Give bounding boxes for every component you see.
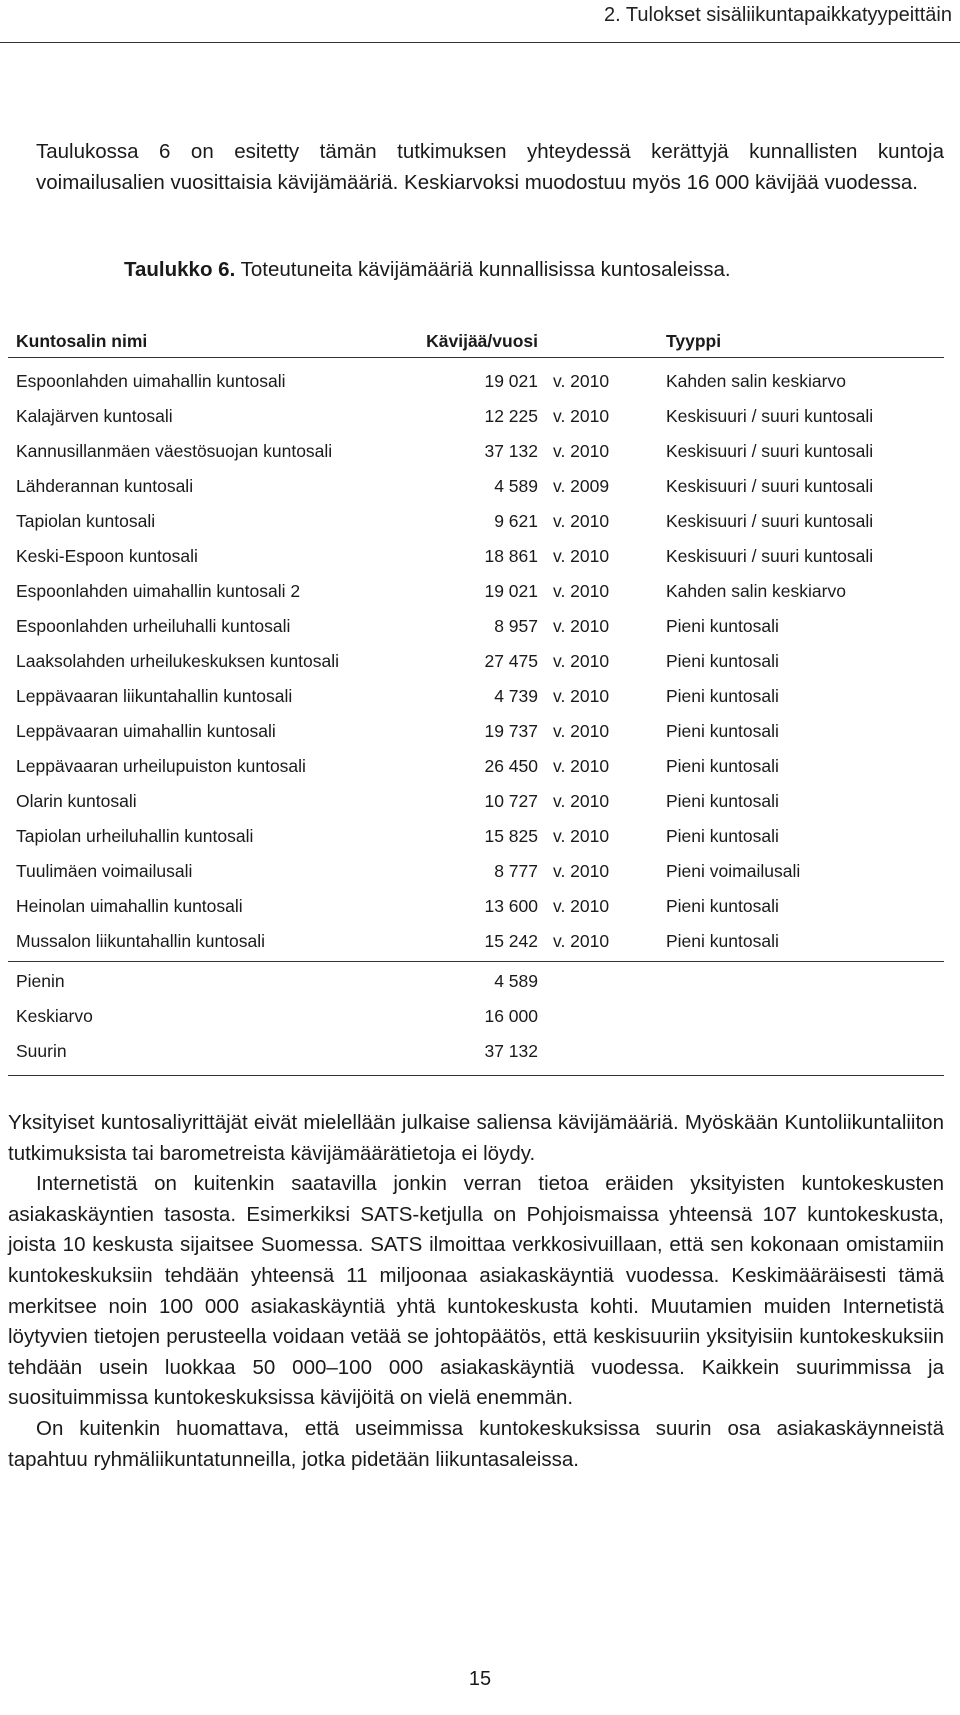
cell-type: Keskisuuri / suuri kuntosali xyxy=(666,511,874,531)
cell-name: Heinolan uimahallin kuntosali xyxy=(16,896,243,916)
cell-name: Olarin kuntosali xyxy=(16,791,137,811)
intro-paragraph xyxy=(8,136,944,198)
table-caption-label: Taulukko 6. xyxy=(124,258,236,281)
body-text xyxy=(8,1108,944,1475)
header-divider xyxy=(0,42,960,43)
cell-visitors: 15 825 xyxy=(484,826,538,846)
stats-row xyxy=(8,964,944,999)
table-caption xyxy=(124,258,731,282)
table-row xyxy=(8,469,944,504)
cell-type: Keskisuuri / suuri kuntosali xyxy=(666,406,874,426)
cell-name: Tapiolan kuntosali xyxy=(16,511,156,531)
cell-year: v. 2010 xyxy=(553,826,610,846)
cell-type: Keskisuuri / suuri kuntosali xyxy=(666,476,874,496)
table-row xyxy=(8,609,944,644)
page-number: 15 xyxy=(468,1668,492,1690)
table-row xyxy=(8,504,944,539)
cell-name: Keski-Espoon kuntosali xyxy=(16,546,198,566)
stats-row xyxy=(8,1034,944,1069)
table-row xyxy=(8,679,944,714)
cell-year: v. 2010 xyxy=(553,686,610,706)
table-row xyxy=(8,399,944,434)
cell-visitors: 9 621 xyxy=(494,511,538,531)
cell-name: Tapiolan urheiluhallin kuntosali xyxy=(16,826,254,846)
visitor-table xyxy=(8,325,944,1076)
body-paragraph-1: Yksityiset kuntosaliyrittäjät eivät mielellään julkaise saliensa kävijämääriä. Myöskään Kuntoliikuntaliiton tutkimuksista tai barometreista kävijämäärätietoja ei löydy. xyxy=(8,1111,944,1165)
cell-year: v. 2010 xyxy=(553,406,610,426)
cell-visitors: 19 021 xyxy=(484,371,538,391)
body-paragraph-3: On kuitenkin huomattava, että useimmissa kuntokeskuksissa suurin osa asiakaskäynneistä tapahtuu ryhmäliikuntatunneilla, jotka pidetään liikuntasaleissa. xyxy=(8,1416,944,1471)
cell-name: Espoonlahden uimahallin kuntosali 2 xyxy=(16,581,301,601)
table-body xyxy=(8,364,944,959)
cell-year: v. 2010 xyxy=(553,441,610,461)
intro-text: Taulukossa 6 on esitetty tämän tutkimuksen yhteydessä kerättyjä kunnallisten kuntoja voimailusalien vuosittaisia kävijämääriä. Keskiarvoksi muodostuu myös 16 000 kävijää vuodessa. xyxy=(36,140,944,194)
table-row xyxy=(8,714,944,749)
cell-type: Pieni kuntosali xyxy=(666,686,779,706)
cell-type: Pieni kuntosali xyxy=(666,826,779,846)
cell-visitors: 8 957 xyxy=(494,616,538,636)
cell-year: v. 2010 xyxy=(553,721,610,741)
cell-name: Tuulimäen voimailusali xyxy=(16,861,193,881)
cell-type: Kahden salin keskiarvo xyxy=(666,581,846,601)
cell-year: v. 2010 xyxy=(553,791,610,811)
table-row xyxy=(8,784,944,819)
cell-visitors: 13 600 xyxy=(484,896,538,916)
cell-type: Kahden salin keskiarvo xyxy=(666,371,846,391)
header-visitors: Kävijää/vuosi xyxy=(426,331,538,351)
cell-name: Leppävaaran uimahallin kuntosali xyxy=(16,721,276,741)
cell-type: Pieni kuntosali xyxy=(666,721,779,741)
header-type: Tyyppi xyxy=(666,331,722,351)
cell-name: Lähderannan kuntosali xyxy=(16,476,194,496)
cell-year: v. 2010 xyxy=(553,546,610,566)
running-header: 2. Tulokset sisäliikuntapaikkatyypeittäin xyxy=(604,4,952,26)
cell-name: Mussalon liikuntahallin kuntosali xyxy=(16,931,266,951)
table-row xyxy=(8,749,944,784)
cell-visitors: 12 225 xyxy=(484,406,538,426)
stats-row xyxy=(8,999,944,1034)
cell-visitors: 4 739 xyxy=(494,686,538,706)
cell-year: v. 2010 xyxy=(553,616,610,636)
table-row xyxy=(8,574,944,609)
cell-year: v. 2010 xyxy=(553,756,610,776)
cell-visitors: 19 021 xyxy=(484,581,538,601)
cell-year: v. 2010 xyxy=(553,896,610,916)
cell-type: Pieni kuntosali xyxy=(666,616,779,636)
body-paragraph-2: Internetistä on kuitenkin saatavilla jonkin verran tietoa eräiden yksityisten kuntokeskusten asiakaskäyntien tasosta. Esimerkiksi SATS-ketjulla on Pohjoismaissa yhteensä 107 kuntokeskusta, joista 10 keskusta sijaitsee Suomessa. SATS ilmoittaa verkkosivuillaan, että sen kokonaan omistamiin kuntokeskuksiin tehdään yhteensä 11 miljoonaa asiakaskäyntiä vuodessa. Keskimääräisesti tämä merkitsee noin 100 000 asiakaskäyntiä yhtä kuntokeskusta kohti. Muutamien muiden Internetistä löytyvien tietojen perusteella voidaan vetää se johtopäätös, että keskisuuriin yksityisiin kuntokeskuksiin tehdään usein luokkaa 50 000–100 000 asiakaskäyntiä vuodessa. Kaikkein suurimmissa ja suosituimmissa kuntokeskuksissa kävijöitä on vielä enemmän. xyxy=(8,1172,944,1410)
cell-year: v. 2010 xyxy=(553,371,610,391)
table-row xyxy=(8,854,944,889)
cell-type: Pieni kuntosali xyxy=(666,756,779,776)
table-row xyxy=(8,434,944,469)
cell-visitors: 37 132 xyxy=(484,441,538,461)
cell-type: Keskisuuri / suuri kuntosali xyxy=(666,546,874,566)
cell-name: Laaksolahden urheilukeskuksen kuntosali xyxy=(16,651,339,671)
cell-type: Keskisuuri / suuri kuntosali xyxy=(666,441,874,461)
table-caption-text: Toteutuneita kävijämääriä kunnallisissa kuntosaleissa. xyxy=(240,258,731,281)
table-stats xyxy=(8,961,944,1076)
header-name: Kuntosalin nimi xyxy=(16,331,148,351)
table-header-row xyxy=(8,325,944,358)
cell-visitors: 10 727 xyxy=(484,791,538,811)
cell-type: Pieni voimailusali xyxy=(666,861,801,881)
cell-year: v. 2009 xyxy=(553,476,610,496)
cell-type: Pieni kuntosali xyxy=(666,931,779,951)
cell-year: v. 2010 xyxy=(553,651,610,671)
table-row xyxy=(8,539,944,574)
table-row xyxy=(8,644,944,679)
cell-name: Leppävaaran urheilupuiston kuntosali xyxy=(16,756,306,776)
cell-year: v. 2010 xyxy=(553,861,610,881)
cell-visitors: 8 777 xyxy=(494,861,538,881)
cell-type: Pieni kuntosali xyxy=(666,791,779,811)
stat-value: 37 132 xyxy=(484,1041,538,1061)
cell-visitors: 15 242 xyxy=(484,931,538,951)
stat-label: Pienin xyxy=(16,971,65,991)
cell-visitors: 4 589 xyxy=(494,476,538,496)
cell-type: Pieni kuntosali xyxy=(666,651,779,671)
cell-name: Kalajärven kuntosali xyxy=(16,406,173,426)
cell-year: v. 2010 xyxy=(553,931,610,951)
stat-value: 16 000 xyxy=(484,1006,538,1026)
table-row xyxy=(8,819,944,854)
cell-name: Leppävaaran liikuntahallin kuntosali xyxy=(16,686,293,706)
cell-visitors: 19 737 xyxy=(484,721,538,741)
cell-visitors: 18 861 xyxy=(484,546,538,566)
cell-name: Espoonlahden urheiluhalli kuntosali xyxy=(16,616,291,636)
cell-visitors: 26 450 xyxy=(484,756,538,776)
table-row xyxy=(8,889,944,924)
stat-label: Suurin xyxy=(16,1041,67,1061)
stat-label: Keskiarvo xyxy=(16,1006,93,1026)
cell-type: Pieni kuntosali xyxy=(666,896,779,916)
cell-name: Espoonlahden uimahallin kuntosali xyxy=(16,371,286,391)
table-row xyxy=(8,924,944,959)
cell-year: v. 2010 xyxy=(553,511,610,531)
stat-value: 4 589 xyxy=(494,971,538,991)
cell-visitors: 27 475 xyxy=(484,651,538,671)
cell-year: v. 2010 xyxy=(553,581,610,601)
cell-name: Kannusillanmäen väestösuojan kuntosali xyxy=(16,441,333,461)
table-row xyxy=(8,364,944,399)
